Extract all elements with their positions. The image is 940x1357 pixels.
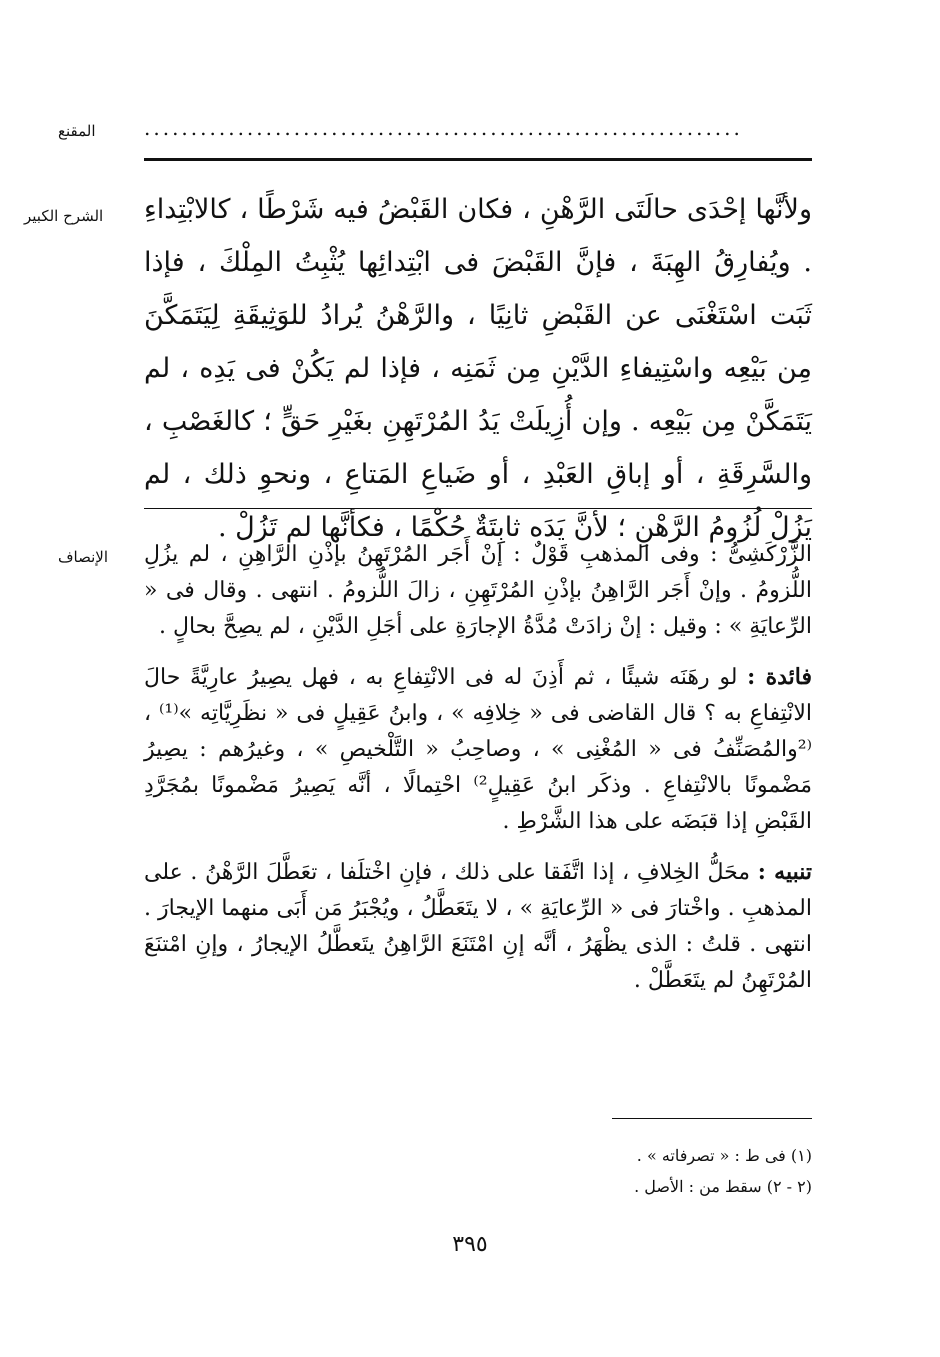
running-title: المقنع [58,122,96,140]
tanbih-heading: تنبيه : [757,859,812,885]
insaf-paragraph-2 [144,659,812,840]
faida-text: لو رهَنَه شيئًا ، ثم أَذِنَ له فى الانْتِفاعِ به ، فهل يصِيرُ عارِيَّةً حالَ الانْتِفاعِ به ؟ قال القاضى فى « خِلافِه » ، وابنُ عَقِيلٍ فى « نظَرِيَّاتِه »⁽¹⁾ ، ⁽²والمُصَنِّفُ فى « المُغْنِى » ، وصاحِبُ « التَّلْخيصِ » ، وغيرُهم : يصِيرُ مَضْمونًا بالانْتِفاعِ . وذكَر ابنُ عَقِيلٍ²⁾ احْتِمالًا ، أنَّه يَصِيرُ مَضْمونًا بمُجَرَّدِ القَبْضِ إذا قبَضَه على هذا الشَّرْطِ . [144,665,813,834]
header-dotted-leader: ................................................................ [144,116,743,140]
footnote-1: (١) فى ط : « تصرفاته » . [636,1146,812,1165]
section-divider [144,508,812,509]
footnote-2: (٢ - ٢) سقط من : الأصل . [634,1177,812,1196]
sharh-text: ولأنَّها إحْدَى حالَتَى الرَّهْنِ ، فكان القَبْضُ فيه شَرْطًا ، كالابْتِداءِ . ويُفارِقُ الهِبَةَ ، فإنَّ القَبْضَ فى ابْتِدائِها يُثْبِتُ المِلْكَ ، فإذا ثَبَت اسْتَغْنَى عن القَبْضِ ثانِيًا ، والرَّهْنُ يُرادُ للوَثِيقَةِ لِيَتَمَكَّنَ مِن بَيْعِه واسْتِيفاءِ الدَّيْنِ مِن ثَمَنِه ، فإذا لم يَكُنْ فى يَدِه ، لم يَتَمَكَّنْ مِن بَيْعِه . وإن أُزِيلَتْ يَدُ المُرْتَهِنِ بغَيْرِ حَقٍّ ؛ كالغَصْبِ ، والسَّرِقَةِ ، أو إباقِ العَبْدِ ، أو ضَياعِ المَتاعِ ، ونحوِ ذلك ، لم يَزُلْ لُزُومُ الرَّهْنِ ؛ لأنَّ يَدَه ثابِتَةٌ حُكْمًا ، فكأنَّها لم تَزُلْ . [144,194,812,543]
header-rule [144,158,812,161]
insaf-section [144,537,812,999]
insaf-paragraph-3 [144,854,812,999]
insaf-margin-label: الإنصاف [58,548,109,566]
page-number: ٣٩٥ [452,1232,488,1257]
tanbih-text: محَلُّ الخِلافِ ، إذا اتَّفَقا على ذلك ، فإنِ اخْتلَفا ، تعَطَّلَ الرَّهْنُ . على المذهبِ . واخْتارَ فى « الرِّعايَةِ » ، لا يتَعَطَّلُ ، ويُجْبَرُ مَن أَبَى منهما الإيجارَ . انتهى . قلتُ : الذى يظْهَرُ ، أنَّه إنِ امْتَنَعَ الرَّاهِنُ يتَعطَّلُ الإيجارُ ، وإنِ امْتنَعَ المُرْتَهِنُ لم يتَعَطَّلْ . [144,860,812,993]
insaf-paragraph-1: الزَّرْكَشِىُّ : وفى المذهبِ قَوْلٌ : إنْ أَجَر المُرْتَهِنُ بإذْنِ الرَّاهِنِ ، لم يزُلِ اللُّزومُ . وإنْ أَجَر الرَّاهِنُ بإذْنِ المُرْتَهِنِ ، زالَ اللُّزومُ . انتهى . وقال فى « الرِّعايَةِ » : وقيل : إنْ زادَتْ مُدَّةُ الإجارَةِ على أجَلِ الدَّيْنِ ، لم يصِحَّ بحالٍ . [144,542,812,639]
footnote-rule [612,1118,812,1119]
faida-heading: فائدة : [747,664,812,690]
footnotes [500,1140,812,1202]
sharh-margin-label: الشرح الكبير [24,207,104,225]
